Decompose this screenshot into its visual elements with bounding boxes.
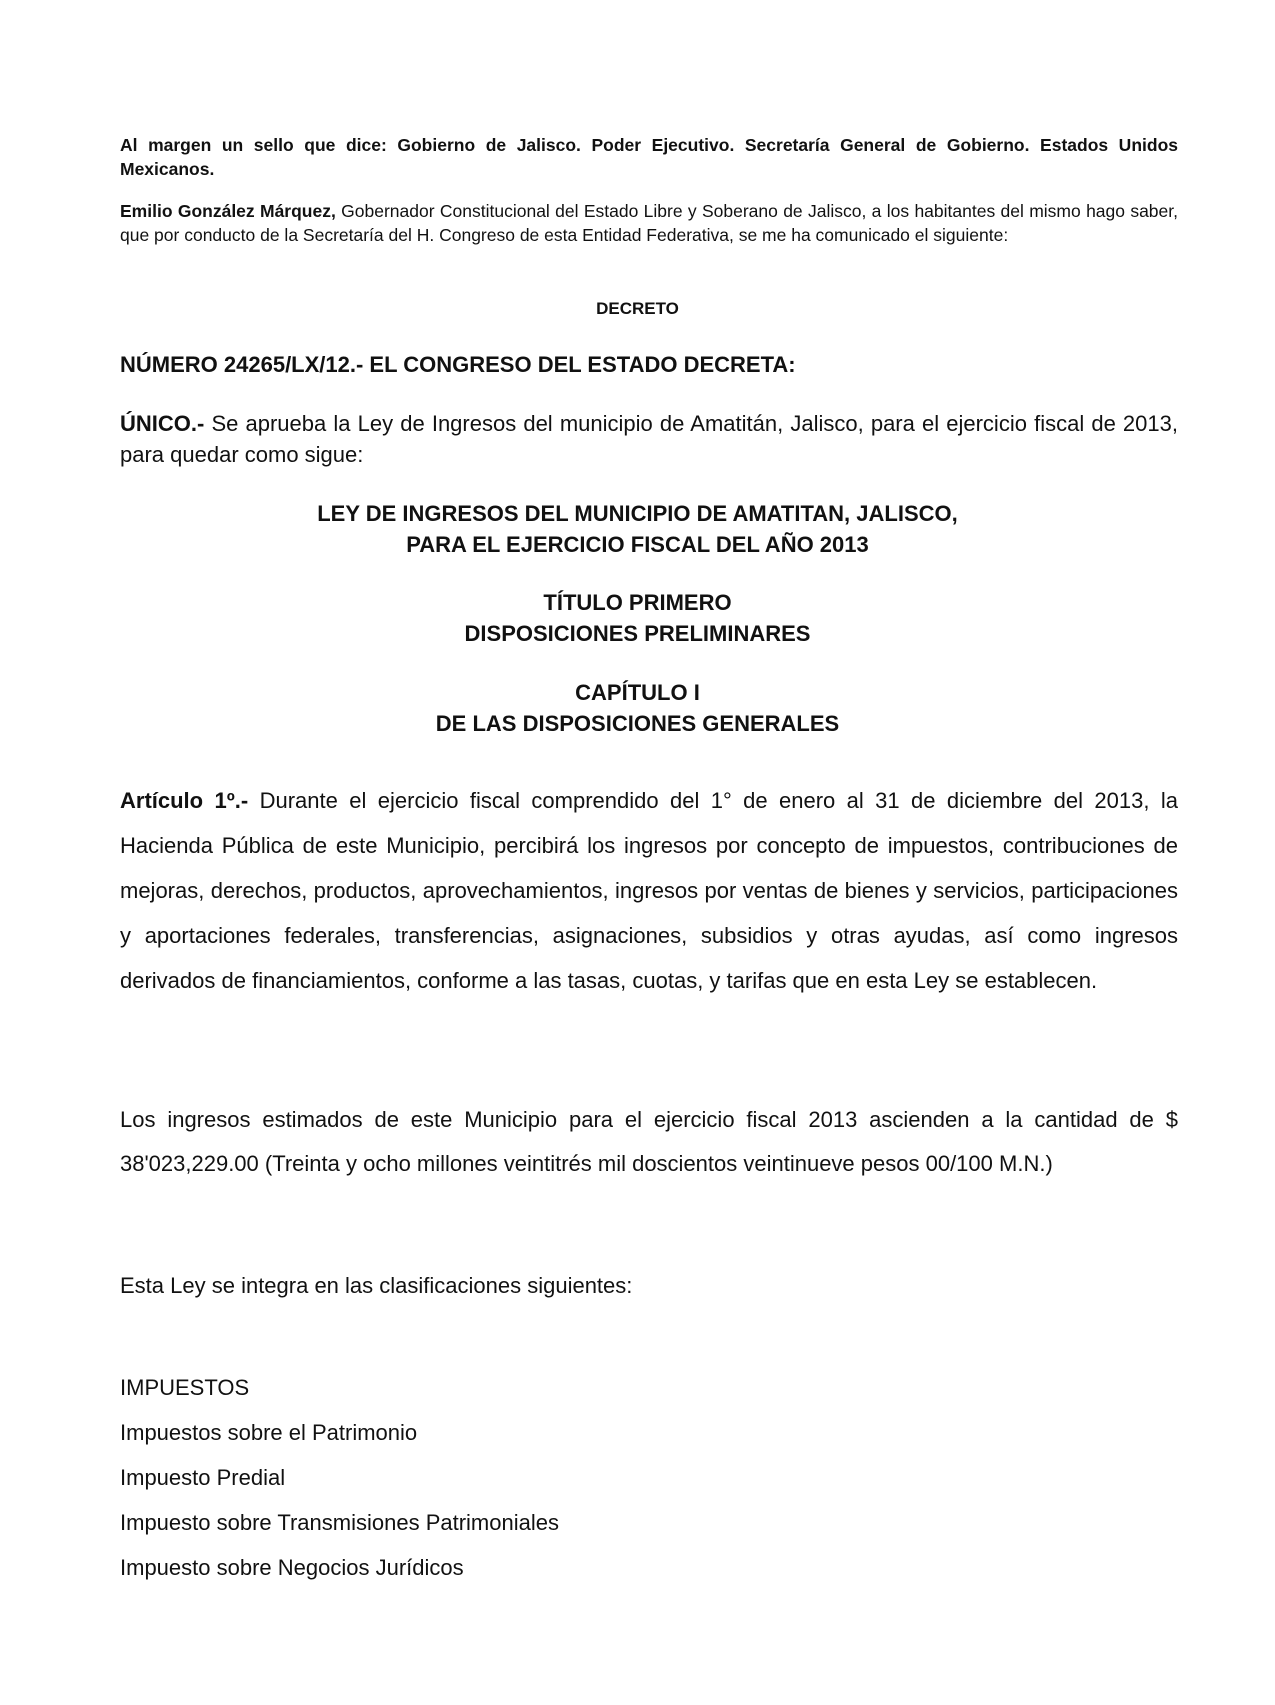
intro-text: Gobernador Constitucional del Estado Libre y Soberano de Jalisco, a los habitantes del mismo hago saber, que por conducto de la Secretaría del H. Congreso de esta Entidad Federativa, se me ha comunicado el siguiente:: [120, 201, 1178, 245]
decreto-heading: DECRETO: [596, 299, 679, 318]
ingresos-estimados-paragraph: Los ingresos estimados de este Municipio para el ejercicio fiscal 2013 ascienden a la cantidad de $ 38'023,229.00 (Treinta y ocho millones veintitrés mil doscientos veintinueve pesos 00/100 M.N.): [120, 1107, 1178, 1176]
integra-paragraph: Esta Ley se integra en las clasificaciones siguientes:: [120, 1273, 633, 1298]
clasificaciones-list: [120, 1365, 559, 1590]
articulo-1-text: Durante el ejercicio fiscal comprendido del 1° de enero al 31 de diciembre del 2013, la Hacienda Pública de este Municipio, percibirá los ingresos por concepto de impuestos, contribuciones de mejoras, derechos, productos, aprovechamientos, ingresos por ventas de bienes y servicios, participaciones y aportaciones federales, transferencias, asignaciones, subsidios y otras ayudas, así como ingresos derivados de financiamientos, conforme a las tasas, cuotas, y tarifas que en esta Ley se establecen.: [120, 788, 1178, 993]
titulo-heading: [0, 587, 1275, 649]
ley-title-line-1: LEY DE INGRESOS DEL MUNICIPIO DE AMATITAN, JALISCO,: [317, 501, 958, 526]
articulo-1-paragraph: [120, 778, 1178, 1003]
list-item: Impuesto sobre Transmisiones Patrimoniales: [120, 1510, 559, 1535]
list-item: IMPUESTOS: [120, 1375, 250, 1400]
capitulo-line-1: CAPÍTULO I: [575, 680, 700, 705]
articulo-1-label: Artículo 1º.-: [120, 788, 249, 813]
titulo-line-1: TÍTULO PRIMERO: [543, 590, 732, 615]
list-item: Impuesto Predial: [120, 1465, 286, 1490]
unico-text: Se aprueba la Ley de Ingresos del municipio de Amatitán, Jalisco, para el ejercicio fiscal de 2013, para quedar como sigue:: [120, 411, 1178, 467]
ley-title: [0, 498, 1275, 560]
numero-heading: NÚMERO 24265/LX/12.- EL CONGRESO DEL ESTADO DECRETA:: [120, 352, 796, 377]
titulo-line-2: DISPOSICIONES PRELIMINARES: [464, 621, 811, 646]
capitulo-line-2: DE LAS DISPOSICIONES GENERALES: [435, 711, 840, 736]
margin-note: Al margen un sello que dice: Gobierno de Jalisco. Poder Ejecutivo. Secretaría General de Gobierno. Estados Unidos Mexicanos.: [120, 135, 1178, 179]
list-item: Impuestos sobre el Patrimonio: [120, 1420, 418, 1445]
unico-label: ÚNICO.-: [120, 411, 205, 436]
list-item: Impuesto sobre Negocios Jurídicos: [120, 1555, 464, 1580]
governor-name: Emilio González Márquez,: [120, 201, 336, 221]
unico-paragraph: [120, 408, 1178, 470]
capitulo-heading: [0, 677, 1275, 739]
intro-paragraph: [120, 200, 1178, 247]
ley-title-line-2: PARA EL EJERCICIO FISCAL DEL AÑO 2013: [406, 532, 869, 557]
